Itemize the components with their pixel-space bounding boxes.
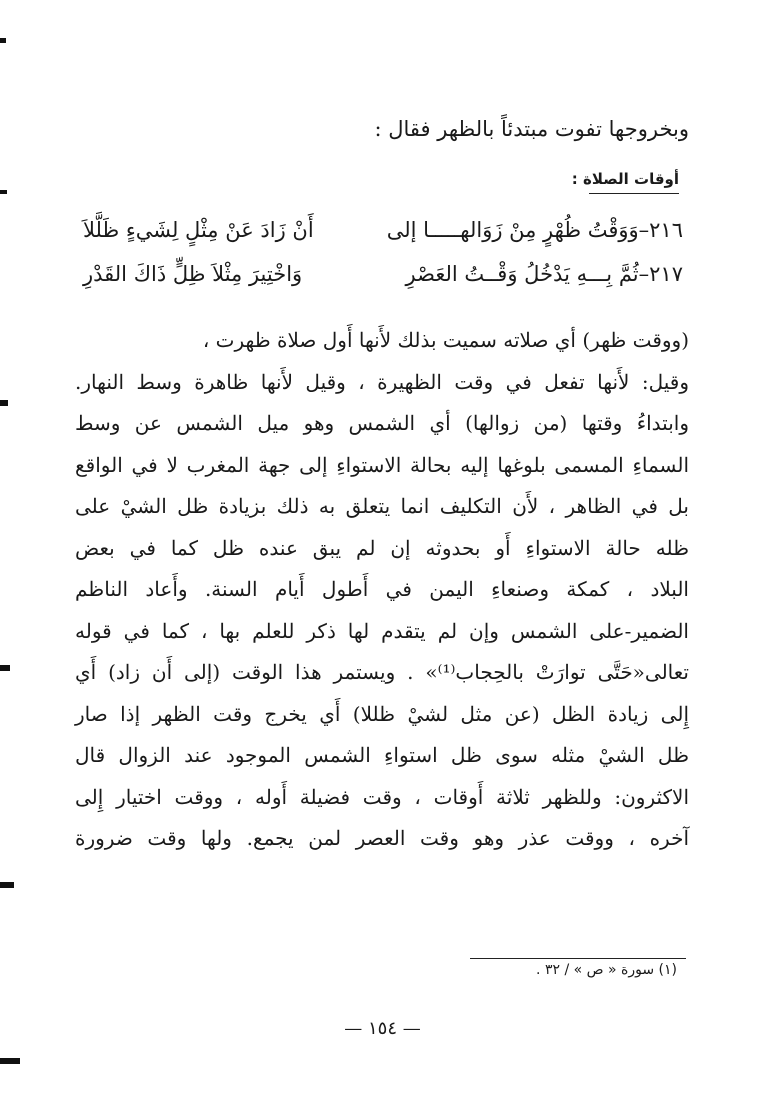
- scan-edge-mark: [0, 400, 8, 406]
- verse-216: [83, 218, 683, 258]
- footnote-separator: [470, 958, 686, 959]
- section-heading: أوقات الصلاة :: [571, 170, 679, 188]
- intro-line: وبخروجها تفوت مبتدئاً بالظهر فقال :: [374, 117, 689, 141]
- scan-edge-mark: [0, 1058, 20, 1064]
- commentary-line: وقيل: لأَنها تفعل في وقت الظهيرة ، وقيل لأَنها ظاهرة وسط النهار.: [75, 369, 689, 394]
- commentary-line: آخره ، ووقت عذر وهو وقت العصر لمن يجمع. ولها وقت ضرورة: [75, 826, 689, 850]
- section-heading-underline: [589, 193, 679, 194]
- commentary-line: ظل الشيْ مثله سوى ظل استواءِ الشمس الموجود عند الزوال قال: [75, 743, 689, 767]
- commentary-line: البلاد ، كمكة وصنعاءِ اليمن في أَطول أَيام السنة. وأَعاد الناظم: [75, 577, 689, 601]
- scan-edge-mark: [0, 665, 10, 671]
- commentary-body: [75, 320, 689, 860]
- commentary-line: تعالى«حَتَّى توارَتْ بالحِجاب⁽¹⁾» . ويستمر هذا الوقت (إلى أَن زاد) أَي: [75, 660, 689, 684]
- commentary-line: السماءِ المسمى بلوغها إليه بحالة الاستواءِ إلى جهة المغرب لا في الواقع: [75, 452, 689, 477]
- commentary-line: بل في الظاهر ، لأَن التكليف انما يتعلق به ذلك بزيادة ظل الشيْ على: [75, 494, 689, 518]
- verse-first-hemistich: ٢١٧–ثُمَّ بِـــهِ يَدْخُلُ وَقْــتُ العَصْرِ: [405, 262, 683, 286]
- verse-second-hemistich: وَاخْتِيرَ مِثْلاَ ظِلٍّ ذَاكَ القَدْرِ: [83, 262, 303, 286]
- footnote: (١) سورة « ص » / ٣٢ .: [536, 962, 677, 978]
- scan-edge-mark: [0, 38, 6, 43]
- scan-edge-mark: [0, 882, 14, 888]
- commentary-line: وابتداءُ وقتها (من زوالها) أي الشمس وهو ميل الشمس عن وسط: [75, 411, 689, 435]
- verse-217: [83, 262, 683, 302]
- page-number: — ١٥٤ —: [344, 1018, 421, 1039]
- commentary-line: (ووقت ظهر) أي صلاته سميت بذلك لأَنها أَول صلاة ظهرت ،: [202, 328, 689, 352]
- commentary-line: ظله حالة الاستواءِ أَو بحدوثه إن لم يبق عنده ظل كما في بعض: [75, 535, 689, 560]
- scan-edge-mark: [0, 190, 7, 194]
- commentary-line: إِلى زيادة الظل (عن مثل لشيْ ظللا) أَي يخرج وقت الظهر إذا صار: [75, 701, 689, 726]
- verse-first-hemistich: ٢١٦–وَوَقْتُ ظُهْرٍ مِنْ زَوَالهـــــا إلى: [386, 218, 683, 242]
- commentary-line: الضمير-على الشمس وإن لم يتقدم لها ذكر للعلم بها ، كما في قوله: [75, 618, 689, 643]
- verse-second-hemistich: أَنْ زَادَ عَنْ مِثْلٍ لِشَيءٍ ظَلَّلاَ: [83, 218, 314, 242]
- commentary-line: الاكثرون: وللظهر ثلاثة أَوقات ، وقت فضيلة أَوله ، ووقت اختيار إِلى: [75, 784, 689, 809]
